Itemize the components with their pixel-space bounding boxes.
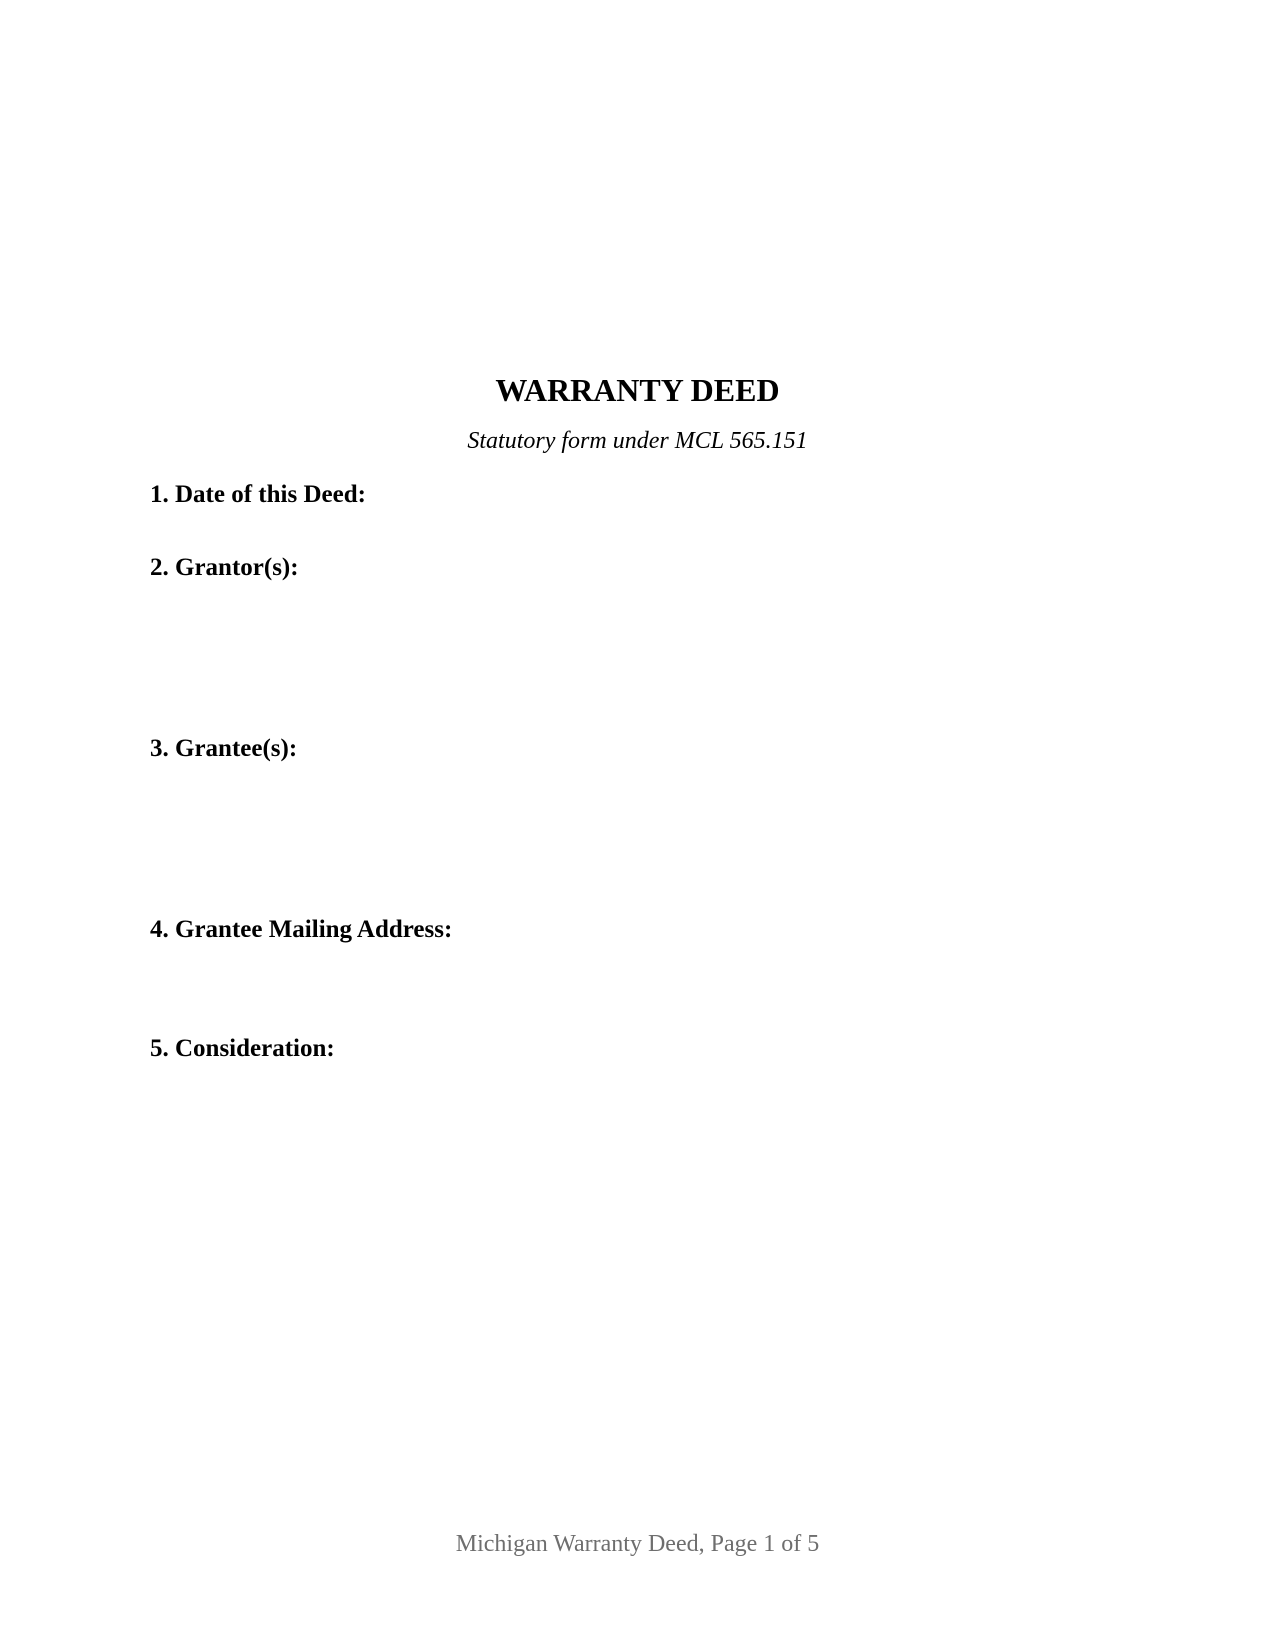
field-label-consideration: 5. Consideration: — [150, 1035, 335, 1062]
document-title: WARRANTY DEED — [495, 372, 780, 408]
field-label-grantee-mailing-address: 4. Grantee Mailing Address: — [150, 916, 453, 943]
document-subtitle: Statutory form under MCL 565.151 — [467, 428, 808, 454]
field-label-grantees: 3. Grantee(s): — [150, 735, 298, 762]
field-label-grantors: 2. Grantor(s): — [150, 554, 299, 581]
page-footer: Michigan Warranty Deed, Page 1 of 5 — [455, 1531, 820, 1557]
field-label-date: 1. Date of this Deed: — [150, 481, 366, 508]
